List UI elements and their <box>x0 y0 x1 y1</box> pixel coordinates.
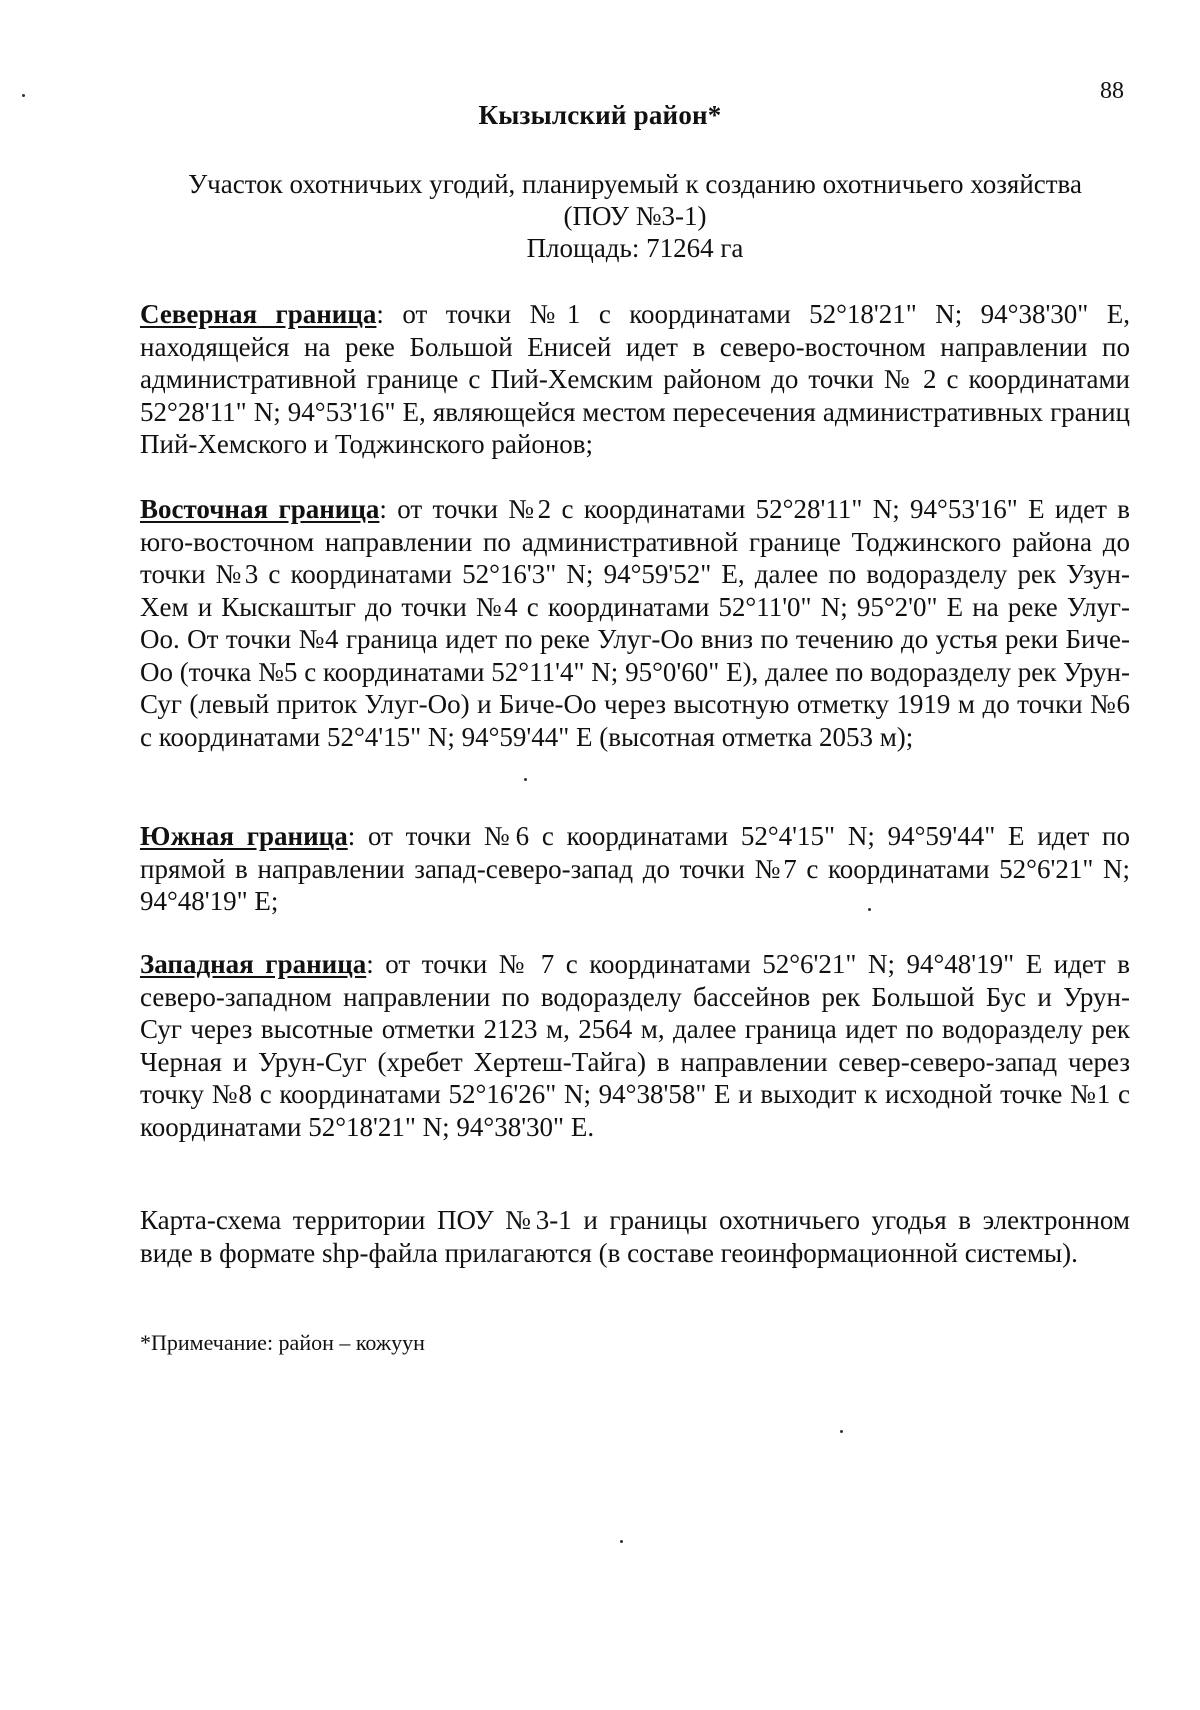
south-boundary-paragraph <box>140 820 1130 918</box>
west-boundary-label: Западная граница <box>140 949 367 979</box>
south-boundary-text: : от точки №6 с координатами 52°4'15" N; 94°59'44" E идет по прямой в направлении запад-северо-запад до точки №7 с координатами 52°6'21" N; 94°48'19" E; <box>140 821 1131 916</box>
north-boundary-paragraph <box>140 298 1130 461</box>
east-boundary-label: Восточная граница <box>140 494 380 524</box>
page-number: 88 <box>1100 78 1124 104</box>
scan-speck <box>22 94 25 97</box>
scan-speck <box>524 778 527 781</box>
north-boundary-text: : от точки №1 с координатами 52°18'21" N; 94°38'30" E, находящейся на реке Большой Енисей идет в северо-восточном направлении по административной границе с Пий-Хемским районом до точки № 2 с координатами 52°28'11" N; 94°53'16" E, являющейся местом пересечения административных границ Пий-Хемского и Тоджинского районов; <box>140 299 1130 459</box>
scan-speck <box>620 1540 623 1543</box>
west-boundary-text: : от точки № 7 с координатами 52°6'21" N; 94°48'19" E идет в северо-западном направлении по водоразделу бассейнов рек Большой Бус и Урун-Суг через высотные отметки 2123 м, 2564 м, далее граница идет по водоразделу рек Черная и Урун-Суг (хребет Хертеш-Тайга) в направлении север-северо-запад через точку №8 с координатами 52°16'26" N; 94°38'58" E и выходит к исходной точке №1 с координатами 52°18'21" N; 94°38'30" E. <box>140 949 1130 1142</box>
subtitle-line-code: (ПОУ №3-1) <box>563 201 707 231</box>
closing-paragraph: Карта-схема территории ПОУ №3-1 и границы охотничьего угодья в электронном виде в формате shp-файла прилагаются (в составе геоинформационной системы). <box>140 1205 1130 1268</box>
west-boundary-paragraph <box>140 948 1130 1143</box>
scan-speck <box>840 1430 843 1433</box>
document-subtitle <box>140 168 1130 264</box>
east-boundary-text: : от точки №2 с координатами 52°28'11" N; 94°53'16" E идет в юго-восточном направлении по административной границе Тоджинского района до точки №3 с координатами 52°16'3" N; 94°59'52" E, далее по водоразделу рек Узун-Хем и Кыскаштыг до точки №4 с координатами 52°11'0" N; 95°2'0" E на реке Улуг-Оо. От точки №4 граница идет по реке Улуг-Оо вниз по течению до устья реки Биче-Оо (точка №5 с координатами 52°11'4" N; 95°0'60" E), далее по водоразделу рек Урун-Суг (левый приток Улуг-Оо) и Биче-Оо через высотную отметку 1919 м до точки №6 с координатами 52°4'15" N; 94°59'44" E (высотная отметка 2053 м); <box>140 494 1130 752</box>
page-title: Кызылский район* <box>478 100 722 130</box>
south-boundary-label: Южная граница <box>140 821 348 851</box>
east-boundary-paragraph <box>140 493 1130 753</box>
scan-speck <box>868 908 871 911</box>
subtitle-line-area: Площадь: 71264 га <box>526 233 744 263</box>
footnote: *Примечание: район – кожуун <box>140 1330 425 1355</box>
north-boundary-label: Северная граница <box>140 299 377 329</box>
subtitle-line-description: Участок охотничьих угодий, планируемый к созданию охотничьего хозяйства <box>188 169 1082 199</box>
